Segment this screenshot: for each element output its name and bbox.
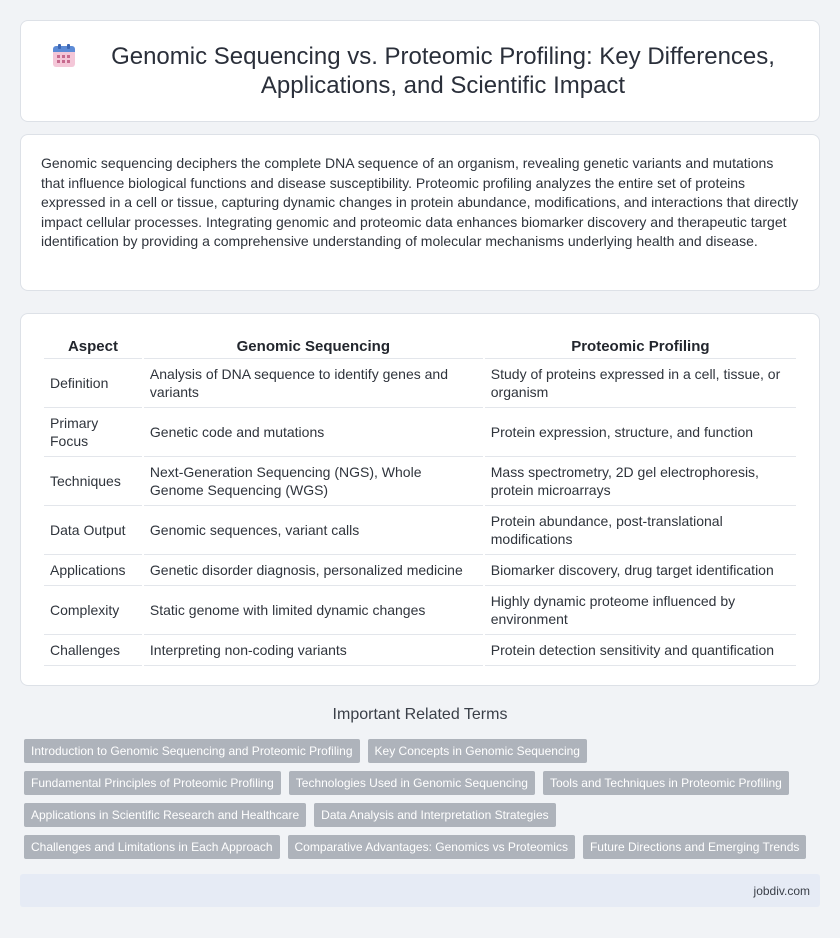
intro-card bbox=[20, 134, 820, 291]
related-term-tag[interactable]: Fundamental Principles of Proteomic Profiling bbox=[24, 771, 281, 795]
table-row bbox=[44, 635, 796, 666]
related-term-tag[interactable]: Comparative Advantages: Genomics vs Proteomics bbox=[288, 835, 575, 859]
table-row bbox=[44, 586, 796, 635]
calendar-icon bbox=[52, 44, 76, 68]
aspect-cell: Definition bbox=[44, 359, 142, 408]
aspect-cell: Complexity bbox=[44, 586, 142, 635]
table-row bbox=[44, 408, 796, 457]
table-row bbox=[44, 457, 796, 506]
footer-site-link[interactable]: jobdiv.com bbox=[753, 884, 810, 898]
proteomic-cell: Protein abundance, post-translational modifications bbox=[485, 506, 796, 555]
genomic-cell: Genetic disorder diagnosis, personalized medicine bbox=[144, 555, 483, 586]
header-proteomic: Proteomic Profiling bbox=[485, 334, 796, 359]
genomic-cell: Interpreting non-coding variants bbox=[144, 635, 483, 666]
table-row bbox=[44, 506, 796, 555]
related-terms-list bbox=[24, 739, 814, 859]
aspect-cell: Techniques bbox=[44, 457, 142, 506]
related-term-tag[interactable]: Data Analysis and Interpretation Strategies bbox=[314, 803, 555, 827]
footer-bar bbox=[20, 874, 820, 907]
header-aspect: Aspect bbox=[44, 334, 142, 359]
genomic-cell: Genomic sequences, variant calls bbox=[144, 506, 483, 555]
proteomic-cell: Protein expression, structure, and function bbox=[485, 408, 796, 457]
aspect-cell: Data Output bbox=[44, 506, 142, 555]
header-genomic: Genomic Sequencing bbox=[144, 334, 483, 359]
related-term-tag[interactable]: Key Concepts in Genomic Sequencing bbox=[368, 739, 587, 763]
table-row bbox=[44, 359, 796, 408]
title-wrap bbox=[52, 42, 788, 100]
page-title: Genomic Sequencing vs. Proteomic Profiling: Key Differences, Applications, and Scientific Impact bbox=[111, 43, 775, 99]
comparison-table bbox=[42, 334, 798, 666]
comparison-card bbox=[20, 313, 820, 686]
related-term-tag[interactable]: Future Directions and Emerging Trends bbox=[583, 835, 806, 859]
genomic-cell: Analysis of DNA sequence to identify genes and variants bbox=[144, 359, 483, 408]
related-term-tag[interactable]: Tools and Techniques in Proteomic Profiling bbox=[543, 771, 789, 795]
related-term-tag[interactable]: Challenges and Limitations in Each Approach bbox=[24, 835, 280, 859]
related-term-tag[interactable]: Applications in Scientific Research and Healthcare bbox=[24, 803, 306, 827]
proteomic-cell: Mass spectrometry, 2D gel electrophoresis, protein microarrays bbox=[485, 457, 796, 506]
proteomic-cell: Highly dynamic proteome influenced by environment bbox=[485, 586, 796, 635]
table-header-row bbox=[44, 334, 796, 359]
proteomic-cell: Biomarker discovery, drug target identification bbox=[485, 555, 796, 586]
genomic-cell: Genetic code and mutations bbox=[144, 408, 483, 457]
aspect-cell: Applications bbox=[44, 555, 142, 586]
proteomic-cell: Study of proteins expressed in a cell, tissue, or organism bbox=[485, 359, 796, 408]
aspect-cell: Challenges bbox=[44, 635, 142, 666]
genomic-cell: Static genome with limited dynamic changes bbox=[144, 586, 483, 635]
title-card bbox=[20, 20, 820, 122]
related-term-tag[interactable]: Introduction to Genomic Sequencing and Proteomic Profiling bbox=[24, 739, 360, 763]
intro-paragraph: Genomic sequencing deciphers the complete DNA sequence of an organism, revealing genetic variants and mutations that influence biological functions and disease susceptibility. Proteomic profiling analyzes the entire set of proteins expressed in a cell or tissue, capturing dynamic changes in protein abundance, modifications, and interactions that directly impact cellular processes. Integrating genomic and proteomic data enhances biomarker discovery and therapeutic target identification by providing a comprehensive understanding of molecular mechanisms underlying health and disease. bbox=[41, 155, 799, 250]
aspect-cell: Primary Focus bbox=[44, 408, 142, 457]
related-term-tag[interactable]: Technologies Used in Genomic Sequencing bbox=[289, 771, 535, 795]
proteomic-cell: Protein detection sensitivity and quantification bbox=[485, 635, 796, 666]
genomic-cell: Next-Generation Sequencing (NGS), Whole Genome Sequencing (WGS) bbox=[144, 457, 483, 506]
table-row bbox=[44, 555, 796, 586]
related-terms-title: Important Related Terms bbox=[332, 706, 508, 723]
